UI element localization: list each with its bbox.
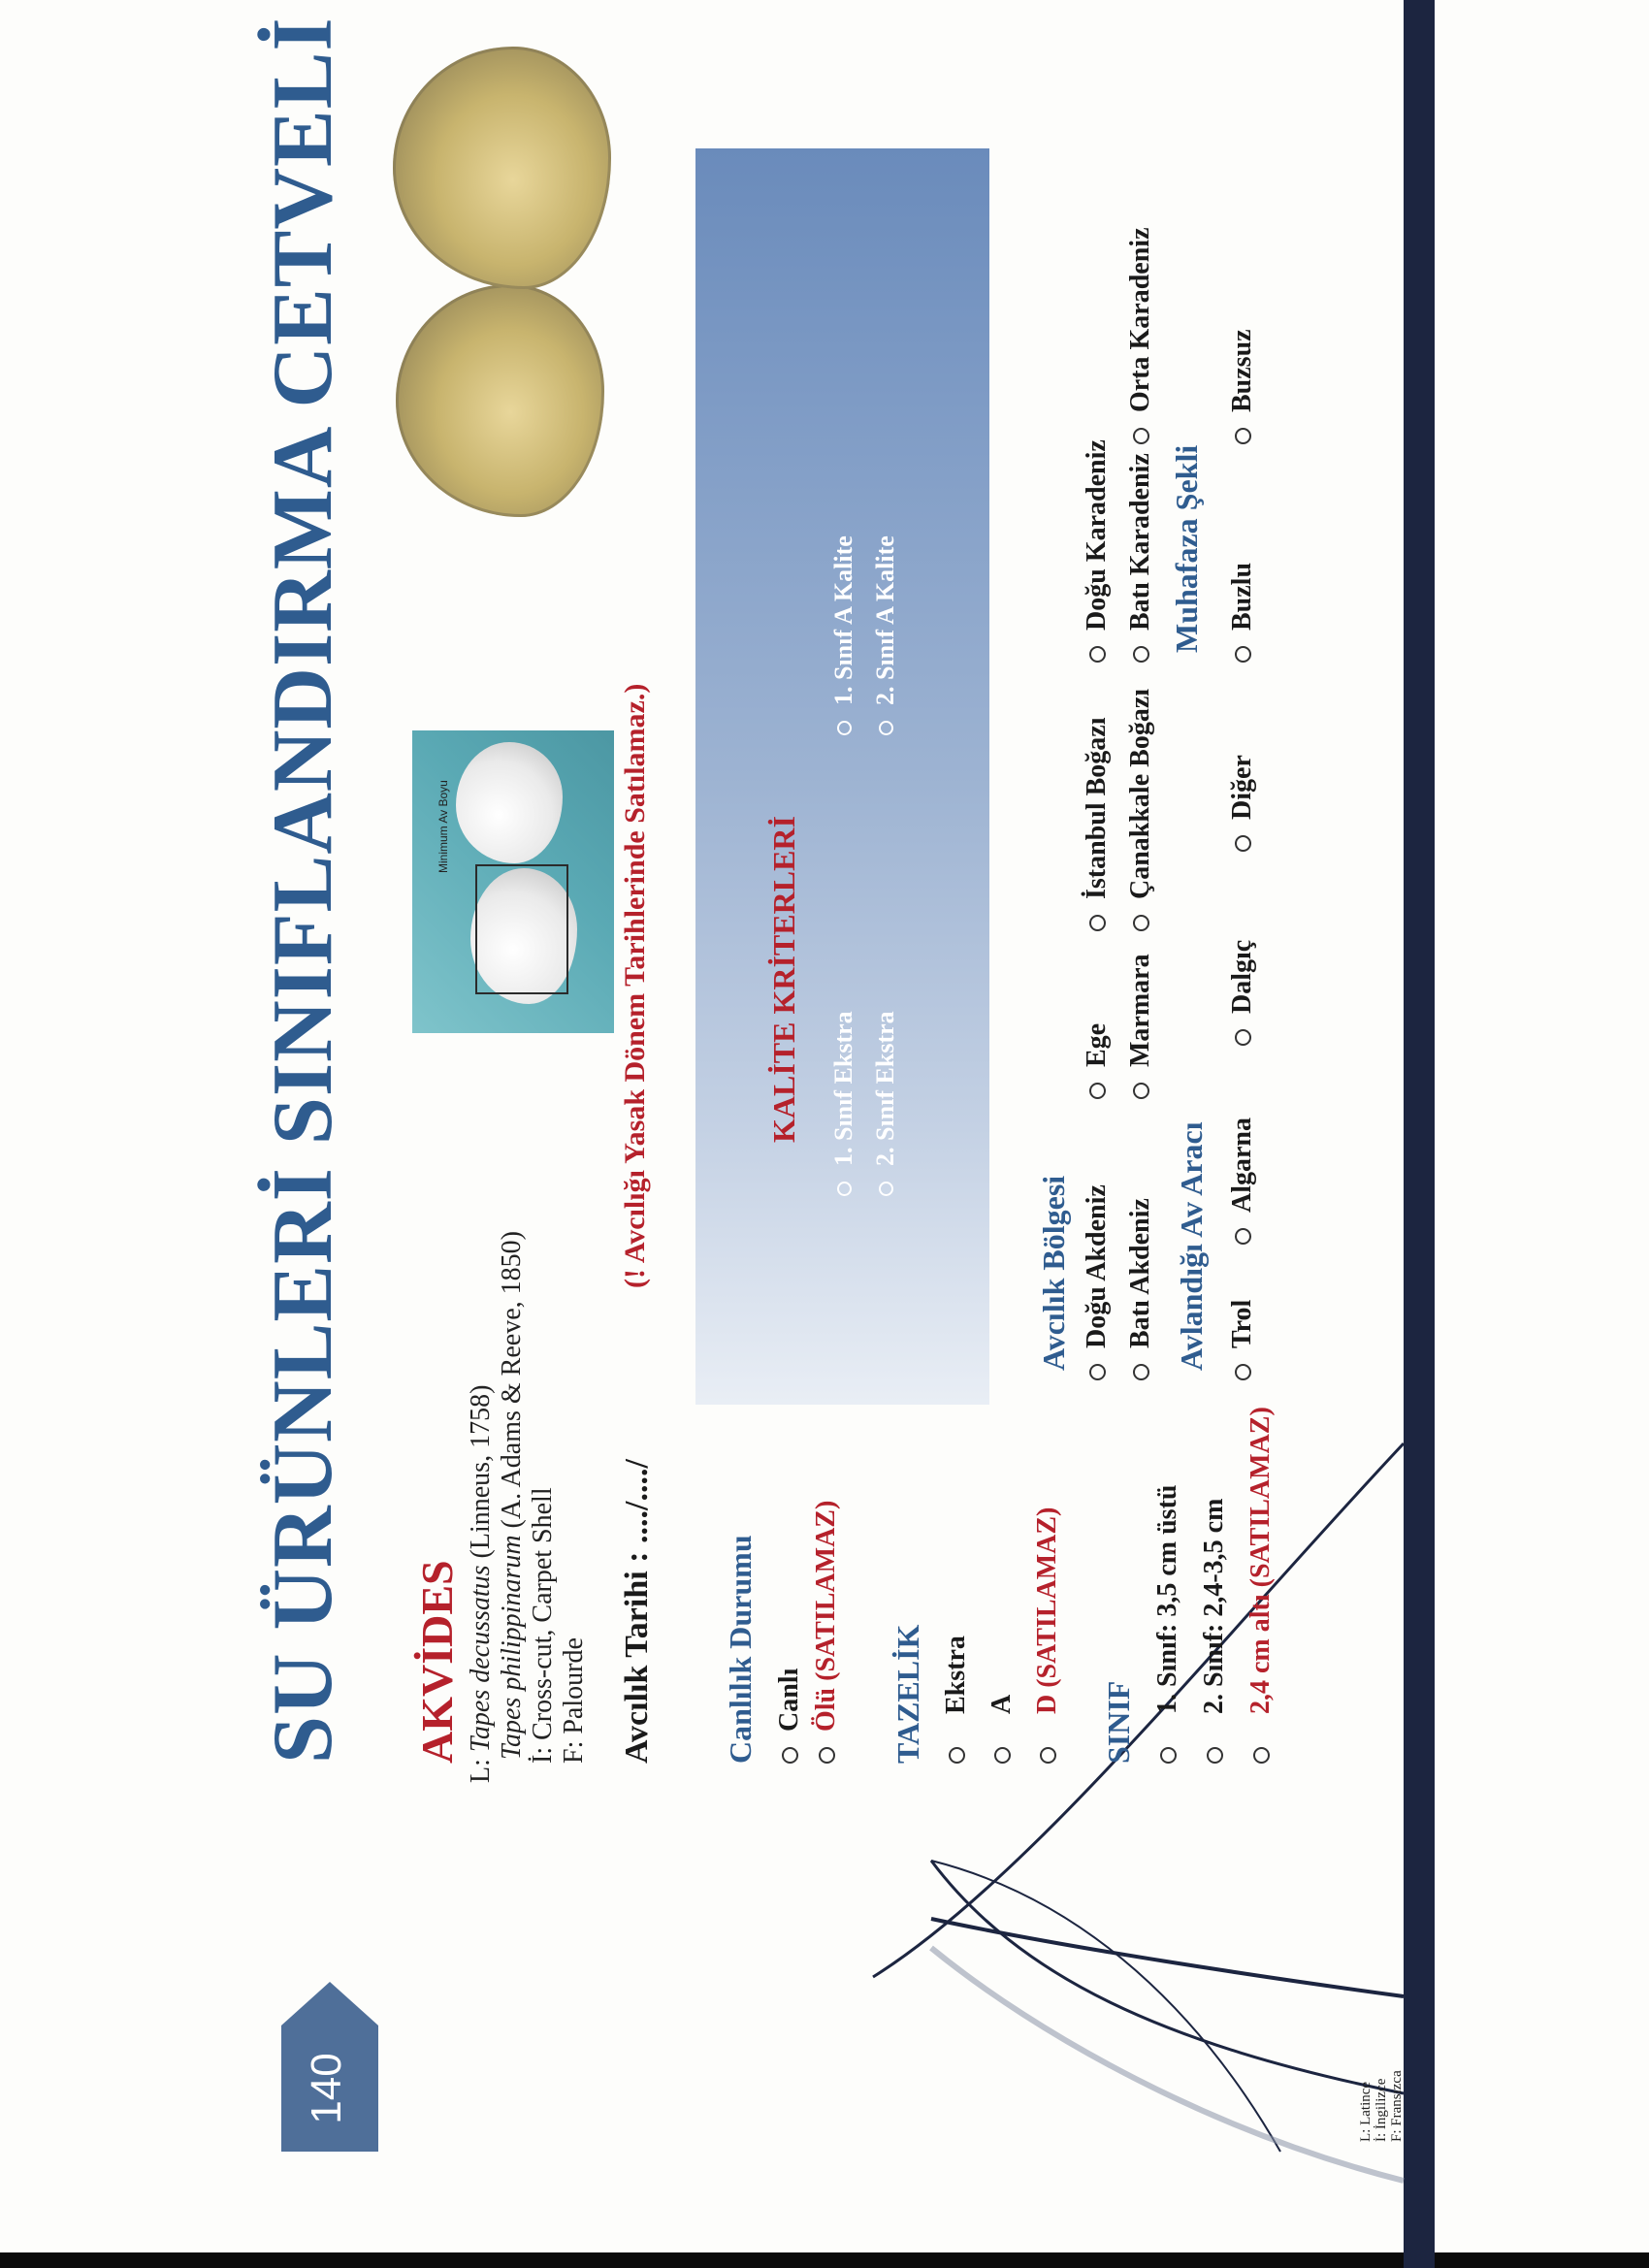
region-option[interactable]	[1082, 1184, 1113, 1380]
preservation-option[interactable]	[1227, 329, 1258, 444]
french-name: F: Palourde	[559, 1637, 589, 1764]
region-option[interactable]	[1125, 1198, 1156, 1380]
radio-circle-icon[interactable]	[1235, 428, 1251, 444]
option-label: Canlı	[774, 1668, 804, 1732]
latin-name-2	[497, 1231, 528, 1760]
harvest-date-field[interactable]: Avcılık Tarihi : ..../..../	[619, 1459, 655, 1764]
english-name: İ: Cross-cut, Carpet Shell	[528, 1487, 558, 1764]
quality-option[interactable]	[871, 535, 900, 735]
freshness-option[interactable]	[986, 1695, 1018, 1764]
radio-circle-icon[interactable]	[949, 1747, 965, 1764]
option-label: 1. Sınıf Ekstra	[829, 1011, 857, 1166]
shell-valve-right	[393, 47, 611, 289]
quality-option[interactable]	[829, 535, 858, 735]
preservation-heading: Muhafaza Şekli	[1169, 444, 1204, 653]
radio-circle-icon[interactable]	[879, 1182, 893, 1196]
clam-shell-top	[456, 742, 563, 863]
radio-circle-icon[interactable]	[1235, 1364, 1251, 1380]
option-label: Dalgıç	[1227, 939, 1257, 1014]
radio-circle-icon[interactable]	[1089, 1083, 1106, 1099]
radio-circle-icon[interactable]	[837, 1182, 852, 1196]
grade-heading: SINIF	[1101, 1680, 1136, 1764]
page-title: SU ÜRÜNLERİ SINIFLANDIRMA CETVELİ	[256, 16, 350, 1764]
option-label: Ekstra	[941, 1636, 971, 1714]
region-option[interactable]	[1125, 954, 1156, 1099]
latin-author-1: (Linneus, 1758)	[466, 1384, 496, 1559]
legend-line: F: Fransızca	[1389, 2070, 1405, 2142]
radio-circle-icon[interactable]	[1040, 1747, 1056, 1764]
curve-line	[931, 1861, 1280, 2152]
grade-option[interactable]	[1245, 1407, 1277, 1764]
harvest-date-warning: (! Avcılığı Yasak Dönem Tarihlerinde Satılamaz.)	[619, 683, 651, 1288]
option-label: 2. Sınıf: 2,4-3,5 cm	[1199, 1498, 1229, 1714]
option-label: 2. Sınıf A Kalite	[871, 535, 899, 705]
option-label: Batı Karadeniz	[1125, 453, 1155, 631]
region-heading: Avcılık Bölgesi	[1036, 1175, 1071, 1371]
gear-option[interactable]	[1227, 1300, 1258, 1380]
region-option[interactable]	[1082, 718, 1113, 932]
minimum-size-photo	[412, 730, 614, 1033]
shell-valve-left	[396, 284, 604, 517]
species-name: AKVİDES	[412, 1560, 462, 1764]
option-label: Doğu Karadeniz	[1082, 439, 1112, 631]
option-label: Trol	[1227, 1299, 1257, 1348]
option-label: Ölü (SATILAMAZ)	[811, 1500, 841, 1732]
radio-circle-icon[interactable]	[837, 721, 852, 735]
latin-binomial-2: Tapes philippinarum	[497, 1535, 527, 1760]
curve-line	[931, 1861, 1404, 2093]
radio-circle-icon[interactable]	[1253, 1747, 1270, 1764]
gear-option[interactable]	[1227, 940, 1258, 1046]
photo-caption: Minimum Av Boyu	[436, 780, 450, 873]
option-label: Çanakkale Boğazı	[1125, 688, 1155, 899]
radio-circle-icon[interactable]	[1133, 646, 1149, 663]
quality-criteria-panel	[695, 148, 989, 1405]
freshness-heading: TAZELİK	[890, 1624, 925, 1764]
option-label: 1. Sınıf: 3,5 cm üstü	[1152, 1484, 1182, 1714]
page-number: 140	[303, 2053, 350, 2124]
option-label: Batı Akdeniz	[1125, 1198, 1155, 1348]
option-label: 2,4 cm altı (SATILAMAZ)	[1245, 1407, 1276, 1714]
option-label: Buzsuz	[1227, 329, 1257, 412]
option-label: Algarna	[1227, 1118, 1257, 1213]
carpet-shell-photo	[388, 13, 660, 527]
option-label: A	[986, 1694, 1017, 1714]
quality-heading: KALİTE KRİTERLERİ	[766, 816, 801, 1143]
legend-line: L: Latince	[1358, 2081, 1374, 2142]
radio-circle-icon[interactable]	[1133, 1083, 1149, 1099]
legend-line: İ: İngilizce	[1374, 2078, 1389, 2142]
radio-circle-icon[interactable]	[1089, 1364, 1106, 1380]
gear-option[interactable]	[1227, 1118, 1258, 1245]
vitality-option[interactable]	[774, 1669, 805, 1764]
option-label: D (SATILAMAZ)	[1032, 1507, 1062, 1714]
measurement-box	[475, 864, 568, 994]
region-option[interactable]	[1082, 439, 1113, 663]
region-option[interactable]	[1082, 1023, 1113, 1099]
radio-circle-icon[interactable]	[782, 1747, 798, 1764]
freshness-option[interactable]	[1032, 1507, 1063, 1764]
gear-option[interactable]	[1227, 755, 1258, 852]
region-option[interactable]	[1125, 227, 1156, 444]
gear-heading: Avlandığı Av Aracı	[1174, 1121, 1209, 1371]
option-label: Ege	[1082, 1022, 1112, 1067]
latin-author-2: (A. Adams & Reeve, 1850)	[497, 1231, 527, 1529]
grade-option[interactable]	[1199, 1499, 1230, 1764]
freshness-option[interactable]	[941, 1636, 972, 1764]
radio-circle-icon[interactable]	[1089, 646, 1106, 663]
option-label: Doğu Akdeniz	[1082, 1184, 1112, 1348]
option-label: Diğer	[1227, 755, 1257, 820]
latin-binomial-1: Tapes decussatus	[466, 1565, 496, 1753]
vitality-heading: Canlılık Durumu	[723, 1535, 758, 1764]
radio-circle-icon[interactable]	[879, 721, 893, 735]
quality-option[interactable]	[829, 1011, 858, 1196]
curve-line	[931, 1948, 1404, 2181]
quality-option[interactable]	[871, 1011, 900, 1196]
radio-circle-icon[interactable]	[1235, 1228, 1251, 1245]
radio-circle-icon[interactable]	[1160, 1747, 1177, 1764]
radio-circle-icon[interactable]	[819, 1747, 835, 1764]
option-label: Marmara	[1125, 954, 1155, 1067]
radio-circle-icon[interactable]	[1207, 1747, 1223, 1764]
grade-option[interactable]	[1152, 1485, 1183, 1764]
option-label: Buzlu	[1227, 562, 1257, 631]
radio-circle-icon[interactable]	[1133, 428, 1149, 444]
radio-circle-icon[interactable]	[1235, 1029, 1251, 1046]
latin-name-1	[466, 1385, 497, 1783]
option-label: İstanbul Boğazı	[1082, 717, 1112, 899]
radio-circle-icon[interactable]	[1235, 835, 1251, 852]
region-option[interactable]	[1125, 453, 1156, 663]
radio-circle-icon[interactable]	[1235, 646, 1251, 663]
region-option[interactable]	[1125, 689, 1156, 931]
vitality-option[interactable]	[811, 1501, 842, 1764]
radio-circle-icon[interactable]	[1089, 915, 1106, 931]
option-label: Orta Karadeniz	[1125, 227, 1155, 412]
option-label: 1. Sınıf A Kalite	[829, 535, 857, 705]
radio-circle-icon[interactable]	[1133, 915, 1149, 931]
radio-circle-icon[interactable]	[994, 1747, 1011, 1764]
option-label: 2. Sınıf Ekstra	[871, 1011, 899, 1166]
preservation-option[interactable]	[1227, 563, 1258, 663]
radio-circle-icon[interactable]	[1133, 1364, 1149, 1380]
curve-line	[931, 1919, 1404, 1996]
latin-prefix: L:	[466, 1759, 496, 1783]
